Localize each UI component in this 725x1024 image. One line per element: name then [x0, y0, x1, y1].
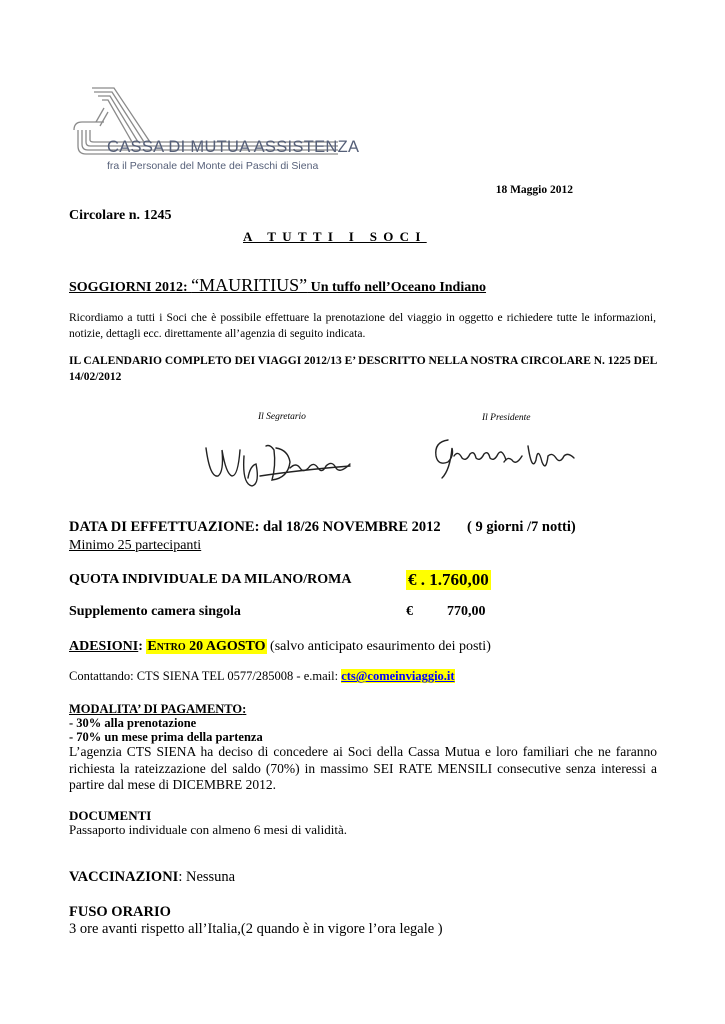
trip-duration: ( 9 giorni /7 notti)	[467, 519, 576, 535]
addressee-line: A TUTTI I SOCI	[243, 229, 427, 244]
adhesions-label: ADESIONI	[69, 639, 139, 654]
adhesions-colon: :	[138, 639, 147, 654]
circular-number: Circolare n. 1245	[69, 208, 172, 223]
contact-email-link[interactable]: cts@comeinviaggio.it	[341, 669, 455, 683]
logo-subtitle: fra il Personale del Monte dei Paschi di Siena	[107, 160, 319, 172]
headline-tagline: Un tuffo nell’Oceano Indiano	[307, 280, 487, 295]
organization-logo	[68, 82, 348, 192]
vaccinations-line	[69, 869, 235, 886]
headline-destination: “MAURITIUS”	[191, 275, 308, 295]
timezone-title: FUSO ORARIO	[69, 904, 171, 920]
vaccinations-label: VACCINAZIONI	[69, 869, 179, 885]
payment-title-text: MODALITA’ DI PAGAMENTO	[69, 702, 243, 716]
supplement-label: Supplemento camera singola	[69, 604, 241, 619]
secretary-label: Il Segretario	[258, 412, 306, 422]
headline	[69, 275, 486, 296]
payment-line-1: - 30% alla prenotazione	[69, 716, 197, 730]
documents-title: DOCUMENTI	[69, 808, 152, 823]
vaccinations-value: : Nessuna	[178, 869, 236, 885]
adhesions-line	[69, 639, 491, 655]
document-date: 18 Maggio 2012	[495, 184, 573, 196]
quota-price: € . 1.760,00	[408, 570, 489, 589]
payment-line-2: - 70% un mese prima della partenza	[69, 730, 263, 744]
headline-prefix: SOGGIORNI 2012:	[69, 280, 192, 295]
trip-dates-text: DATA DI EFFETTUAZIONE: dal 18/26 NOVEMBRE 2012	[69, 519, 441, 535]
intro-paragraph: Ricordiamo a tutti i Soci che è possibile effettuare la prenotazione del viaggio in oggetto e richiedere tutte le informazioni, notizie, dettagli ecc. direttamente all’agenzia di seguito indicata.	[69, 312, 656, 340]
logo-title: CASSA DI MUTUA ASSISTENZA	[107, 138, 360, 156]
payment-paragraph: L’agenzia CTS SIENA ha deciso di concedere ai Soci della Cassa Mutua e loro familiari che ne faranno richiesta la rateizzazione del saldo (70%) in massimo SEI RATE MENSILI consecutive senza interessi a partire dal mese di DICEMBRE 2012.	[69, 744, 657, 792]
minimum-participants: Minimo 25 partecipanti	[69, 538, 202, 553]
timezone-text: 3 ore avanti rispetto all’Italia,(2 quando è in vigore l’ora legale )	[69, 921, 443, 937]
contact-text: Contattando: CTS SIENA TEL 0577/285008 - e.mail:	[69, 669, 342, 683]
documents-text: Passaporto individuale con almeno 6 mesi di validità.	[69, 822, 348, 837]
president-signature	[428, 426, 578, 486]
payment-title	[69, 702, 246, 717]
trip-dates	[69, 519, 576, 536]
quota-label: QUOTA INDIVIDUALE DA MILANO/ROMA	[69, 572, 352, 587]
secretary-signature	[200, 426, 360, 496]
supplement-currency: €	[406, 604, 413, 619]
payment-title-colon: :	[242, 702, 247, 716]
calendar-notice: IL CALENDARIO COMPLETO DEI VIAGGI 2012/13 E’ DESCRITTO NELLA NOSTRA CIRCOLARE N. 1225 DEL 14/02/2012	[69, 355, 657, 383]
adhesions-deadline: Entro 20 AGOSTO	[147, 639, 266, 654]
adhesions-note: (salvo anticipato esaurimento dei posti)	[266, 639, 491, 654]
contact-line	[69, 669, 455, 684]
president-label: Il Presidente	[482, 413, 531, 423]
supplement-value: 770,00	[447, 604, 486, 619]
